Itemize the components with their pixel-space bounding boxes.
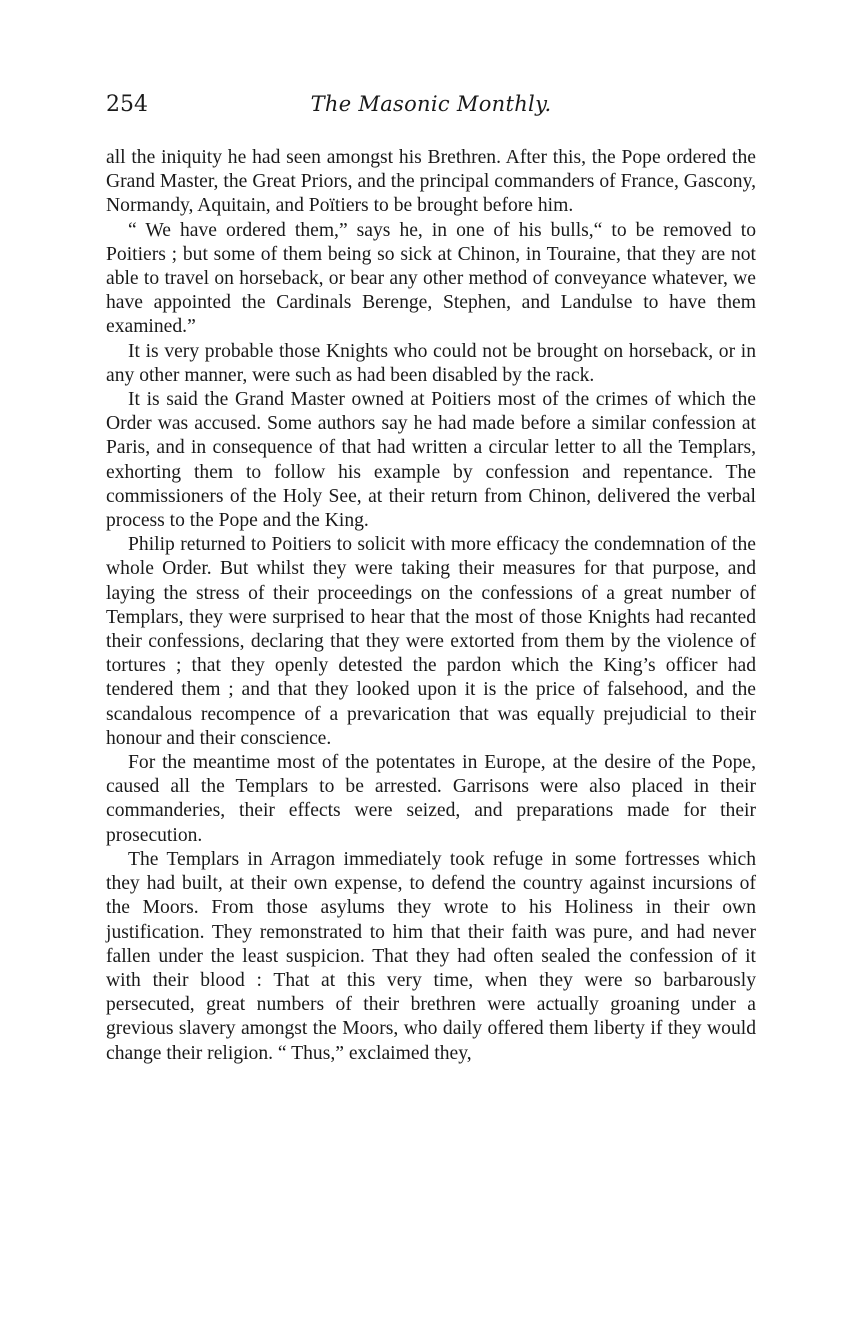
page-number: 254: [106, 92, 148, 117]
paragraph-grand-master-confession: It is said the Grand Master owned at Poitiers most of the crimes of which the Order was accused. Some authors say he had made before a similar confession at Paris, and in consequence of that had written a circular letter to all the Templars, exhorting them to follow his example by confession and repentance. The commissioners of the Holy See, at their return from Chinon, delivered the verbal process to the Pope and the King.: [106, 389, 756, 532]
body-text: [106, 146, 756, 1066]
running-head: [106, 92, 756, 128]
paragraph-templars-arragon: The Templars in Arragon immediately took refuge in some fortresses which they had built, at their own expense, to defend the country against incursions of the Moors. From those asylums they wrote to his Holiness in their own justification. They remonstrated to him that their faith was pure, and had never fallen under the least suspicion. That they had often sealed the confession of it with their blood : That at this very time, when they were so barbarously persecuted, great numbers of their brethren were actually groaning under a grevious slavery amongst the Moors, who daily offered them liberty if they would change their religion. “ Thus,” exclaimed they,: [106, 848, 756, 1064]
paragraph-templars-arrested: For the meantime most of the potentates in Europe, at the desire of the Pope, caused all the Templars to be arrested. Garrisons were also placed in their commanderies, their effects were seized, and preparations made for their prosecution.: [106, 752, 756, 846]
paragraph-bull-quote: “ We have ordered them,” says he, in one of his bulls,“ to be removed to Poitiers ; but some of them being so sick at Chinon, in Touraine, that they are not able to travel on horseback, or bear any other method of conveyance whatever, we have appointed the Cardinals Berenge, Stephen, and Landulse to have them examined.”: [106, 219, 756, 338]
paragraph-philip-returned: Philip returned to Poitiers to solicit with more efficacy the condemnation of the whole Order. But whilst they were taking their measures for that purpose, and laying the stress of their proceedings on the confessions of a great number of Templars, they were surprised to hear that the most of those Knights had recanted their confessions, declaring that they were extorted from them by the violence of tortures ; that they openly detested the pardon which the King’s officer had tendered them ; and that they looked upon it is the price of falsehood, and the scandalous recompence of a prevarication that was equally prejudicial to their honour and their conscience.: [106, 534, 756, 749]
paragraph-continued: all the iniquity he had seen amongst his Brethren. After this, the Pope ordered the Grand Master, the Great Priors, and the principal commanders of France, Gascony, Normandy, Aquitain, and Poïtiers to be brought before him.: [106, 147, 756, 217]
paragraph-disabled-knights: It is very probable those Knights who could not be brought on horseback, or in any other manner, were such as had been disabled by the rack.: [106, 340, 756, 386]
journal-title: The Masonic Monthly.: [310, 92, 552, 116]
